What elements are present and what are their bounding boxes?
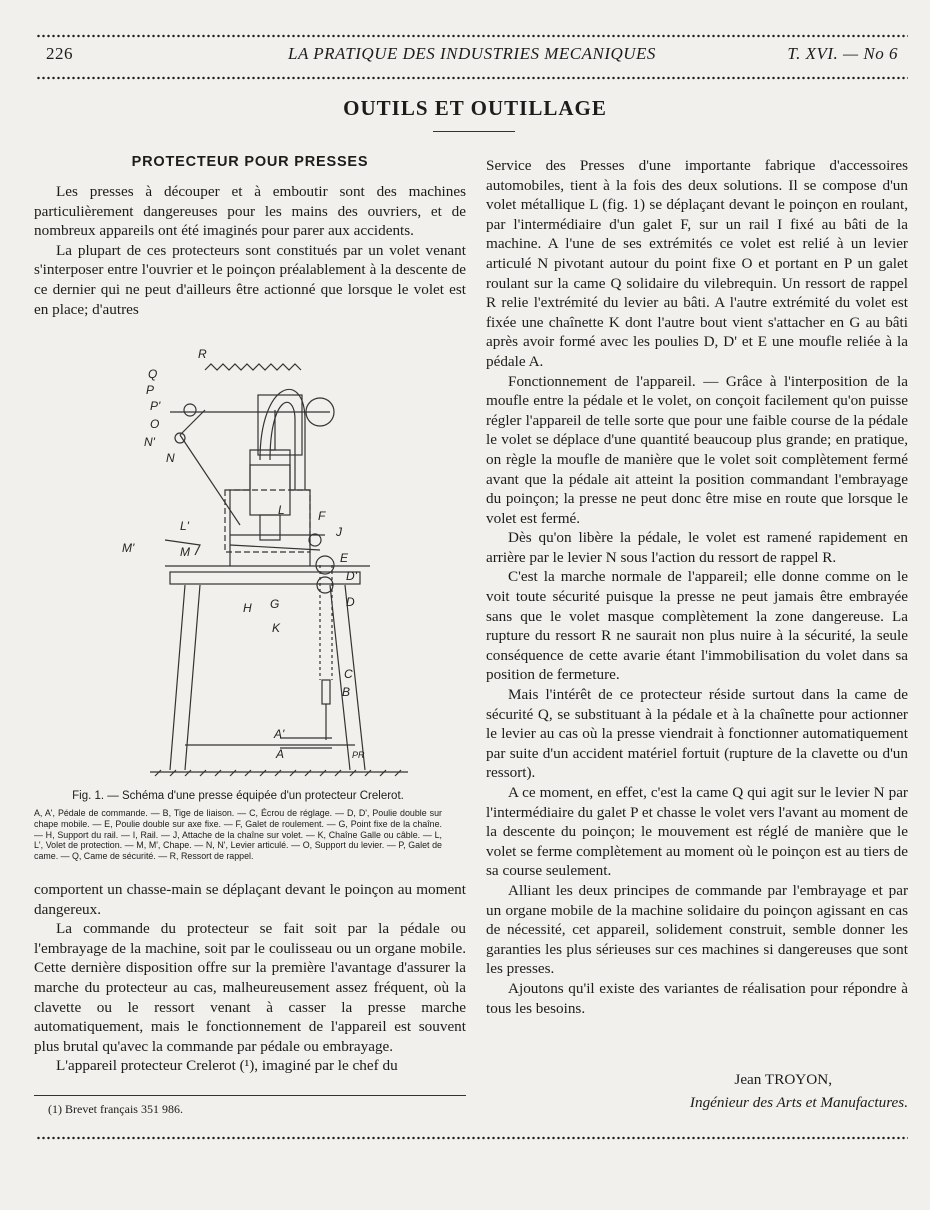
- label-C: C: [344, 667, 353, 681]
- paragraph: La commande du protecteur se fait soit par la pédale ou l'embrayage de la machine, soit par le coulisseau ou un organe mobile. Cette dernière disposition offre sur la première l'avantage d'assurer la marche du protecteur au cas, malheureusement assez fréquent, où la clavette ou le ressort venant à casser la presse marche automatiquement, mais le fonctionnement de l'appareil est souvent plus brutal qu'avec la commande par pédale ou embrayage.: [34, 920, 466, 1055]
- left-column-bottom: [34, 880, 466, 1076]
- volume-number: T. XVI. — No 6: [787, 44, 898, 63]
- paragraph: Ajoutons qu'il existe des variantes de réalisation pour répondre à tous les besoins.: [486, 979, 908, 1017]
- paragraph: comportent un chasse-main se déplaçant devant le poinçon au moment dangereux.: [34, 881, 466, 918]
- right-column: [486, 156, 908, 1018]
- bottom-dotted-rule: [36, 1136, 908, 1140]
- paragraph: Fonctionnement de l'appareil. — Grâce à l'interposition de la moufle entre la pédale et le volet, on conçoit facilement qu'on puisse régler l'appareil de telle sorte que pour une faible course de la pédale le volet se déplace d'une quantité beaucoup plus grande; en pratique, on règle la moufle de manière que le volet soit complètement fermé avant que la pédale ait atteint la position commandant l'embrayage du poinçon; la presse ne peut donc être mise en route que lorsque le volet est fermé.: [486, 372, 908, 527]
- press-diagram: [110, 340, 410, 780]
- label-E: E: [340, 551, 349, 565]
- paragraph: Dès qu'on libère la pédale, le volet est ramené rapidement en arrière par le levier N sous l'action du ressort de rappel R.: [486, 529, 908, 566]
- label-R: R: [198, 347, 207, 361]
- label-Q: Q: [148, 367, 158, 381]
- label-L: L: [278, 503, 285, 517]
- label-M-prime: M': [122, 541, 135, 555]
- label-D: D: [346, 595, 355, 609]
- label-H: H: [243, 601, 252, 615]
- label-N: N: [166, 451, 175, 465]
- label-M: M: [180, 545, 190, 559]
- footnote-rule: [34, 1095, 466, 1096]
- section-title: OUTILS ET OUTILLAGE: [343, 96, 607, 120]
- label-B: B: [342, 685, 351, 699]
- paragraph: C'est la marche normale de l'appareil; elle donne comme on le voit toute sécurité puisque la presse ne peut jamais être embrayée sans que le volet masque complètement la zone dangereuse. La rupture du ressort R ne saurait non plus nuire à la sécurité, la seule conséquence de cette avarie étant l'immobilisation du volet dans sa position de fermeture.: [486, 568, 908, 684]
- paragraph: La plupart de ces protecteurs sont constitués par un volet venant s'interposer entre l'ouvrier et le poinçon préalablement à la descente de ce dernier qui ne peut d'ailleurs être actionné que lorsque le volet est en place; d'autres: [34, 241, 466, 318]
- figure-legend: A, A', Pédale de commande. — B, Tige de liaison. — C, Écrou de réglage. — D, D', Poulie double sur chape mobile. — E, Poulie double sur axe fixe. — F, Galet de roulement. — G, Point fixe de la chaîne. — H, Support du rail. — I, Rail. — J, Attache de la chaîne sur volet. — K, Chaîne Galle ou câble. — L, L', Volet de protection. — M, M', Chape. — N, N', Levier articulé. — O, Support du levier. — P, Galet de came. — Q, Came de sécurité. — R, Ressort de rappel.: [34, 808, 442, 862]
- section-title-underline: [433, 131, 515, 132]
- top-dotted-rule: [36, 34, 908, 38]
- paragraph: Les presses à découper et à emboutir sont des machines particulièrement dangereuses pour les mains des ouvriers, et de nombreux appareils ont été imaginés pour parer aux accidents.: [34, 183, 466, 240]
- label-L-prime: L': [180, 519, 189, 533]
- label-K: K: [272, 621, 281, 635]
- paragraph: A ce moment, en effet, c'est la came Q qui agit sur le levier N par l'intermédiaire du galet P et chasse le volet vers l'avant au moment de la descente du poinçon; le mouvement est réglé de manière que le volet se ferme complètement au moment où le poinçon est au tiers de sa course seulement.: [486, 784, 908, 880]
- label-A: A: [276, 747, 285, 761]
- label-J: J: [336, 525, 342, 539]
- header-dotted-rule: [36, 76, 908, 80]
- paragraph: Alliant les deux principes de commande par l'embrayage et par un organe mobile de la machine solidaire du poinçon agissant en cas de nécessité, cet appareil, solidement construit, semble donner les garanties les plus sérieuses sur ces machines si dangereuses que sont les presses.: [486, 881, 908, 978]
- figure-caption: Fig. 1. — Schéma d'une presse équipée d'un protecteur Crelerot.: [72, 790, 404, 802]
- label-F: F: [318, 509, 326, 523]
- label-P: P: [146, 383, 155, 397]
- article-title: PROTECTEUR POUR PRESSES: [131, 154, 369, 170]
- label-A-prime: A': [274, 727, 285, 741]
- journal-title: LA PRATIQUE DES INDUSTRIES MECANIQUES: [288, 44, 656, 63]
- label-O: O: [150, 417, 160, 431]
- label-P-prime: P': [150, 399, 161, 413]
- left-column-top: [34, 182, 466, 319]
- label-D-prime: D': [346, 569, 357, 583]
- footnote: (1) Brevet français 351 986.: [48, 1102, 183, 1116]
- paragraph: L'appareil protecteur Crelerot (¹), imaginé par le chef du: [56, 1057, 398, 1075]
- figure-signature: PR: [352, 750, 365, 760]
- page-number: 226: [46, 44, 73, 63]
- author-title: Ingénieur des Arts et Manufactures.: [689, 1094, 908, 1111]
- author-name: Jean TROYON,: [734, 1071, 832, 1088]
- label-G: G: [270, 597, 280, 611]
- paragraph: Service des Presses d'une importante fabrique d'accessoires automobiles, tient à la fois des deux solutions. Il se compose d'un volet métallique L (fig. 1) se déplaçant devant le poinçon en roulant, par l'intermédiaire d'un galet F, sur un rail I fixé au bâti de la machine. A l'une de ses extrémités ce volet est relié à un levier articulé N pivotant autour du point fixe O et portant en P un galet roulant sur la came Q solidaire du vilebrequin. Un ressort de rappel R relie l'extrémité du levier au bâti. A l'autre extrémité du volet est fixée une chaînette K dont l'autre bout vient s'attacher en G au bâti après avoir formé avec les poulies D, D' et E une moufle reliée à la pédale A.: [486, 157, 908, 370]
- label-N-prime: N': [144, 435, 155, 449]
- paragraph: Mais l'intérêt de ce protecteur réside surtout dans la came de sécurité Q, se substituant à la pédale et à la chaînette pour actionner le levier au cas où la presse viendrait à fonctionner automatiquement par suite d'un accident matériel fortuit (rupture de la clavette ou d'un ressort).: [486, 686, 908, 782]
- press-diagram-figure: [110, 340, 410, 780]
